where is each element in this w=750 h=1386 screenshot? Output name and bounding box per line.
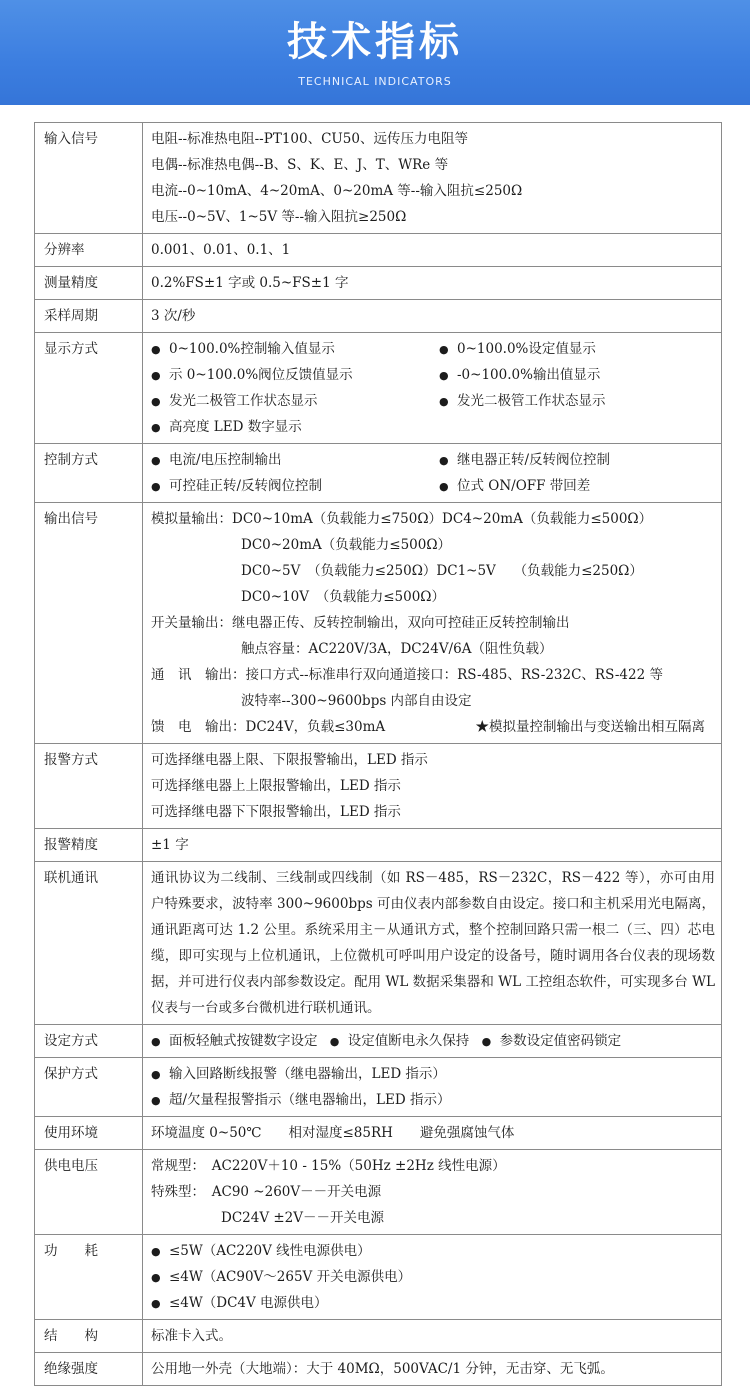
- bullet-icon: ●: [481, 1035, 492, 1048]
- spec-table: [34, 122, 722, 1386]
- list-item: 0~100.0%控制输入值显示: [169, 341, 335, 357]
- row-content: [143, 1320, 722, 1353]
- list-item: 超/欠量程报警指示（继电器输出，LED 指示）: [169, 1092, 451, 1108]
- spec-value: 0.2%FS±1 字或 0.5~FS±1 字: [151, 275, 349, 291]
- row-label: 绝缘强度: [35, 1353, 143, 1386]
- spec-line: DC0~5V （负载能力≤250Ω）DC1~5V （负载能力≤250Ω）: [241, 563, 643, 579]
- spec-value: ±1 字: [151, 837, 189, 853]
- table-row-consumption: [35, 1235, 722, 1320]
- table-row-power-supply: [35, 1150, 722, 1235]
- spec-line: 可选择继电器上上限报警输出，LED 指示: [151, 778, 401, 794]
- row-content: [143, 234, 722, 267]
- spec-line: 可选择继电器下下限报警输出，LED 指示: [151, 804, 401, 820]
- list-item: 发光二极管工作状态显示: [457, 393, 606, 409]
- list-item: 面板轻触式按键数字设定: [169, 1033, 318, 1049]
- spec-line: 可选择继电器上限、下限报警输出，LED 指示: [151, 752, 428, 768]
- row-label: 供电电压: [35, 1150, 143, 1235]
- bullet-icon: ●: [439, 480, 449, 493]
- row-content: [143, 829, 722, 862]
- row-content: [143, 444, 722, 503]
- list-item: 设定值断电永久保持: [347, 1033, 470, 1049]
- bullet-icon: ●: [151, 1035, 161, 1048]
- row-label: 功 耗: [35, 1235, 143, 1320]
- spec-line: 模拟量输出：DC0~10mA（负载能力≤750Ω）DC4~20mA（负载能力≤500Ω）: [151, 511, 653, 527]
- row-label: 报警方式: [35, 744, 143, 829]
- row-content: [143, 744, 722, 829]
- spec-value: 公用地一外壳（大地端）：大于 40MΩ，500VAC/1 分钟，无击穿、无飞弧。: [151, 1361, 614, 1377]
- row-content: [143, 267, 722, 300]
- spec-line: 电压--0~5V、1~5V 等--输入阻抗≥250Ω: [151, 209, 407, 225]
- spec-line: DC0~10V （负载能力≤500Ω）: [241, 589, 446, 605]
- list-item: 继电器正转/反转阀位控制: [457, 452, 611, 468]
- page-title: 技术指标: [287, 19, 463, 65]
- row-content: [143, 1058, 722, 1117]
- table-row-structure: [35, 1320, 722, 1353]
- bullet-icon: ●: [151, 369, 161, 382]
- bullet-icon: ●: [151, 480, 161, 493]
- spec-value: 环境温度 0~50℃ 相对湿度≤85RH 避免强腐蚀气体: [151, 1125, 515, 1141]
- networking-paragraph: 通讯协议为二线制、三线制或四线制（如 RS－485，RS－232C，RS－422 等），亦可由用户特殊要求，波特率 300~9600bps 可由仪表内部参数自由设定。接口和主机采用光电隔离，通讯距离可达 1.2 公里。系统采用主－从通讯方式，整个控制回路只需一根二（三、四）芯电缆，即可实现与上位机通讯，上位微机可呼叫用户设定的设备号，随时调用各台仪表的现场数据，并可进行仪表内部参数设定。配用 WL 数据采集器和 WL 工控组态软件，可实现多台 WL 仪表与一台或多台微机进行联机通讯。: [151, 870, 715, 1016]
- row-label: 联机通讯: [35, 862, 143, 1025]
- bullet-icon: ●: [151, 1271, 161, 1284]
- row-content: [143, 1150, 722, 1235]
- row-content: [143, 1353, 722, 1386]
- spec-table-container: [34, 122, 722, 1386]
- list-item: 可控硅正转/反转阀位控制: [169, 478, 323, 494]
- row-content: [143, 1235, 722, 1320]
- table-row-networking: [35, 862, 722, 1025]
- spec-value: 3 次/秒: [151, 308, 196, 324]
- page-subtitle: TECHNICAL INDICATORS: [298, 75, 452, 88]
- table-row-protection: [35, 1058, 722, 1117]
- list-item: 示 0~100.0%阀位反馈值显示: [169, 367, 353, 383]
- row-content: [143, 1025, 722, 1058]
- list-item: 输入回路断线报警（继电器输出，LED 指示）: [169, 1066, 446, 1082]
- table-row-setting: [35, 1025, 722, 1058]
- spec-line: 开关量输出：继电器正传、反转控制输出，双向可控硅正反转控制输出: [151, 615, 570, 631]
- spec-line: 电偶--标准热电偶--B、S、K、E、J、T、WRe 等: [151, 157, 449, 173]
- row-content: [143, 300, 722, 333]
- bullet-icon: ●: [151, 395, 161, 408]
- bullet-icon: ●: [151, 421, 161, 434]
- table-row-environment: [35, 1117, 722, 1150]
- bullet-icon: ●: [151, 454, 161, 467]
- spec-line: 电阻--标准热电阻--PT100、CU50、远传压力电阻等: [151, 131, 468, 147]
- list-item: 参数设定值密码锁定: [499, 1033, 622, 1049]
- spec-line: 通 讯 输出：接口方式--标准串行双向通道接口：RS-485、RS-232C、RS-422 等: [151, 667, 663, 683]
- spec-line: 特殊型： AC90 ~260V－－开关电源: [151, 1184, 382, 1200]
- header-banner: [0, 0, 750, 105]
- row-content: [143, 123, 722, 234]
- row-content: [143, 333, 722, 444]
- list-item: 电流/电压控制输出: [169, 452, 282, 468]
- row-label: 控制方式: [35, 444, 143, 503]
- table-row-resolution: [35, 234, 722, 267]
- row-label: 报警精度: [35, 829, 143, 862]
- table-row-insulation: [35, 1353, 722, 1386]
- table-row-display: [35, 333, 722, 444]
- table-row-input-signal: [35, 123, 722, 234]
- spec-line: 电流--0~10mA、4~20mA、0~20mA 等--输入阻抗≤250Ω: [151, 183, 523, 199]
- row-label: 使用环境: [35, 1117, 143, 1150]
- bullet-icon: ●: [439, 454, 449, 467]
- list-item: ≤4W（AC90V～265V 开关电源供电）: [169, 1269, 412, 1285]
- spec-line: DC0~20mA（负载能力≤500Ω）: [241, 537, 452, 553]
- bullet-icon: ●: [151, 343, 161, 356]
- bullet-icon: ●: [151, 1245, 161, 1258]
- spec-line: 常规型： AC220V＋10 - 15%（50Hz ±2Hz 线性电源）: [151, 1158, 506, 1174]
- row-label: 保护方式: [35, 1058, 143, 1117]
- list-item: ≤4W（DC4V 电源供电）: [169, 1295, 328, 1311]
- row-label: 分辨率: [35, 234, 143, 267]
- spec-line: DC24V ±2V－－开关电源: [221, 1210, 385, 1226]
- row-label: 显示方式: [35, 333, 143, 444]
- row-label: 采样周期: [35, 300, 143, 333]
- isolation-note: ★模拟量控制输出与变送输出相互隔离: [475, 719, 705, 735]
- row-label: 输入信号: [35, 123, 143, 234]
- table-row-alarm-mode: [35, 744, 722, 829]
- spec-value: 标准卡入式。: [151, 1328, 232, 1344]
- bullet-icon: ●: [439, 395, 449, 408]
- spec-value: 0.001、0.01、0.1、1: [151, 242, 291, 258]
- row-content: [143, 862, 722, 1025]
- list-item: 高亮度 LED 数字显示: [169, 419, 302, 435]
- bullet-icon: ●: [151, 1297, 161, 1310]
- row-label: 结 构: [35, 1320, 143, 1353]
- bullet-icon: ●: [439, 343, 449, 356]
- table-row-control: [35, 444, 722, 503]
- spec-line: 馈 电 输出：DC24V，负载≤30mA: [151, 719, 386, 735]
- list-item: 发光二极管工作状态显示: [169, 393, 318, 409]
- row-label: 设定方式: [35, 1025, 143, 1058]
- list-item: 位式 ON/OFF 带回差: [457, 478, 591, 494]
- row-content: [143, 1117, 722, 1150]
- row-content: [143, 503, 722, 744]
- list-item: 0~100.0%设定值显示: [457, 341, 596, 357]
- row-label: 测量精度: [35, 267, 143, 300]
- bullet-icon: ●: [151, 1094, 161, 1107]
- table-row-alarm-accuracy: [35, 829, 722, 862]
- table-row-accuracy: [35, 267, 722, 300]
- bullet-icon: ●: [439, 369, 449, 382]
- table-row-sampling: [35, 300, 722, 333]
- table-row-output: [35, 503, 722, 744]
- list-item: ≤5W（AC220V 线性电源供电）: [169, 1243, 371, 1259]
- bullet-icon: ●: [151, 1068, 161, 1081]
- bullet-icon: ●: [329, 1035, 340, 1048]
- list-item: -0~100.0%输出值显示: [457, 367, 601, 383]
- spec-line: 波特率--300~9600bps 内部自由设定: [241, 693, 472, 709]
- spec-line: 触点容量：AC220V/3A，DC24V/6A（阻性负载）: [241, 641, 553, 657]
- row-label: 输出信号: [35, 503, 143, 744]
